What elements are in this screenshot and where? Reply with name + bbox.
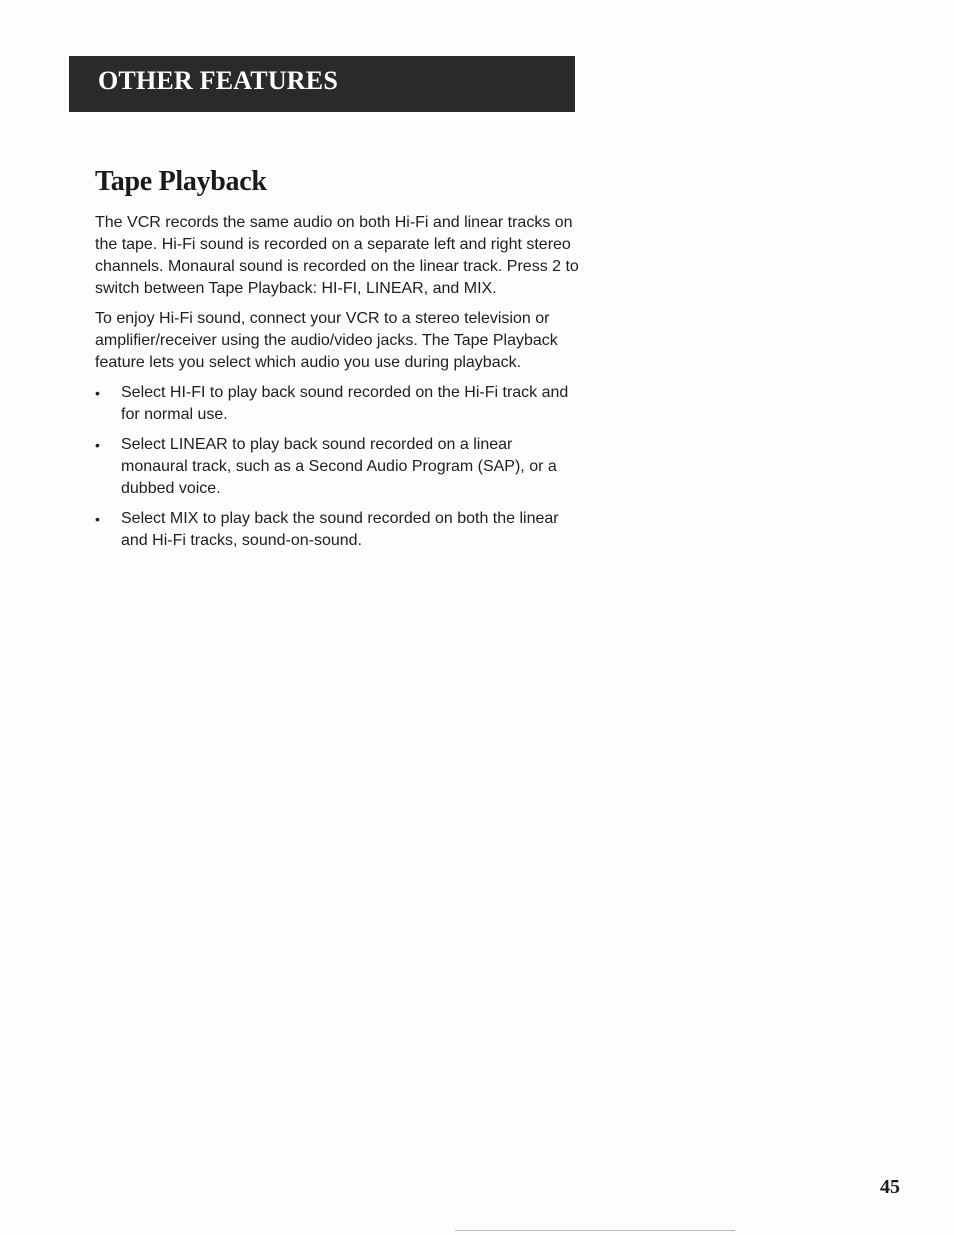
intro-paragraph: The VCR records the same audio on both Hi-Fi and linear tracks on the tape. Hi-Fi sound is recorded on a separate left and right stereo channels. Monaural sound is recorded on the linear track. Press 2 to switch between Tape Playback: HI-FI, LINEAR, and MIX. xyxy=(95,214,579,297)
list-item-text: Select MIX to play back the sound recorded on both the linear and Hi-Fi tracks, sound-on-sound. xyxy=(121,510,559,549)
section-banner xyxy=(69,56,575,112)
list-item-text: Select LINEAR to play back sound recorded on a linear monaural track, such as a Second Audio Program (SAP), or a dubbed voice. xyxy=(121,436,557,497)
hifi-paragraph: To enjoy Hi-Fi sound, connect your VCR to a stereo television or amplifier/receiver using the audio/video jacks. The Tape Playback feature lets you select which audio you use during playback. xyxy=(95,310,558,371)
list-item xyxy=(95,434,580,500)
list-item xyxy=(95,382,580,426)
section-title: OTHER FEATURES xyxy=(98,66,338,95)
bullet-list xyxy=(95,382,580,552)
list-item xyxy=(95,508,580,552)
bottom-divider xyxy=(455,1230,735,1231)
bullet-icon: • xyxy=(95,437,100,453)
list-item-text: Select HI-FI to play back sound recorded on the Hi-Fi track and for normal use. xyxy=(121,384,569,423)
bullet-icon: • xyxy=(95,511,100,527)
bullet-icon: • xyxy=(95,385,100,401)
page-number: 45 xyxy=(880,1176,900,1198)
page-title: Tape Playback xyxy=(95,166,267,197)
main-content xyxy=(95,166,580,560)
